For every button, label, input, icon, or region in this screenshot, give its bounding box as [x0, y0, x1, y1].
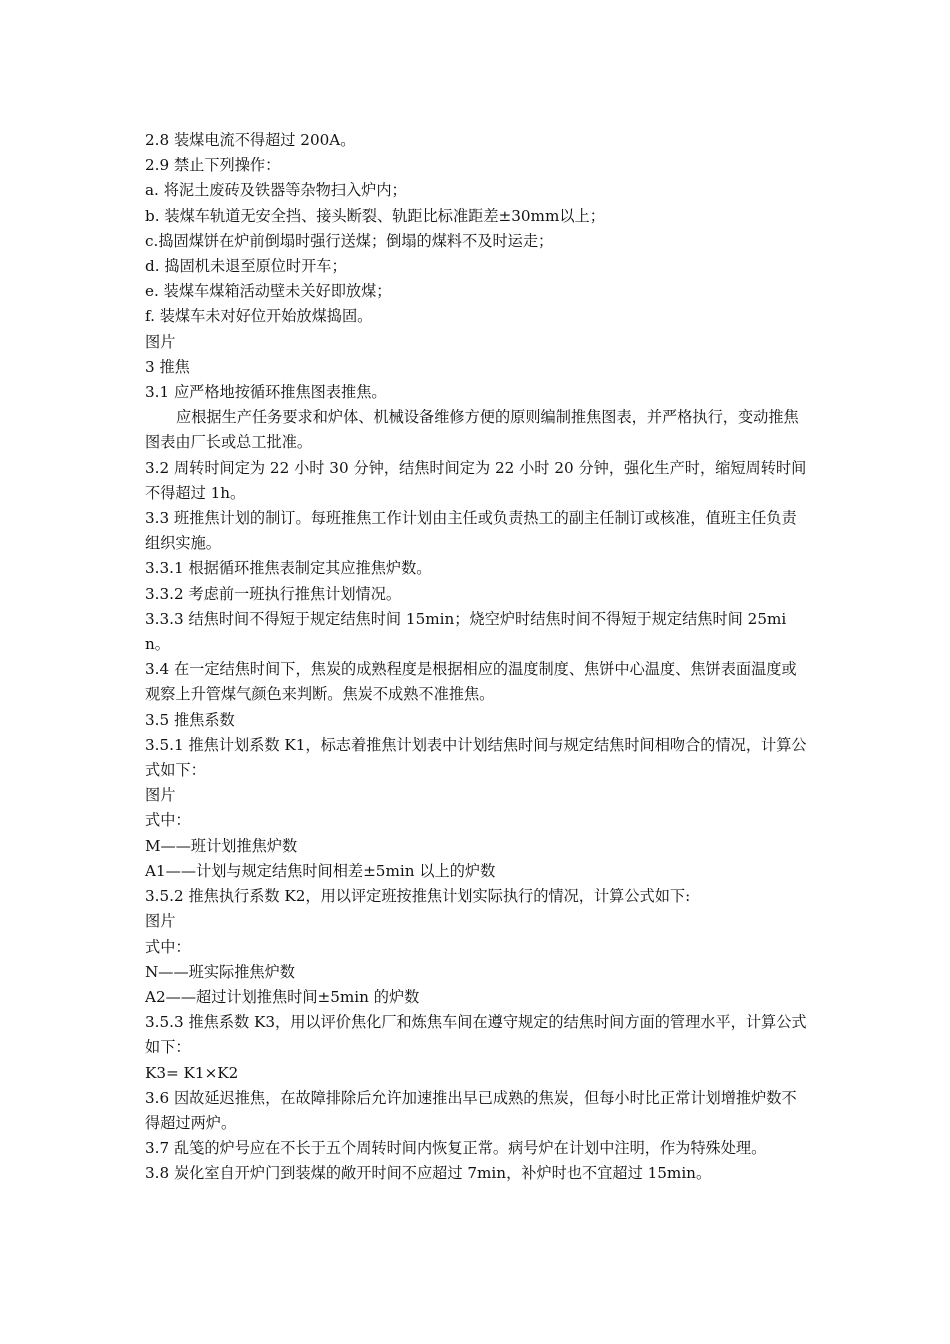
list-item-e: e. 装煤车煤箱活动壁未关好即放煤；: [145, 282, 392, 301]
formula-k3: K3= K1×K2: [145, 1063, 239, 1082]
image-placeholder-text: 图片: [145, 332, 176, 351]
clause-2-8: 2.8 装煤电流不得超过 200A。: [145, 131, 356, 149]
clause-3-5-3: 3.5.3 推焦系数 K3，用以评价焦化厂和炼焦车间在遵守规定的结焦时间方面的管理水平，计算公式如下：: [145, 1013, 807, 1057]
formula-legend-label: 式中：: [145, 937, 191, 956]
clause-3-5: 3.5 推焦系数: [145, 710, 235, 729]
clause-3-8: 3.8 炭化室自开炉门到装煤的敞开时间不应超过 7min，补炉时也不宜超过 15min。: [145, 1164, 712, 1183]
list-item-a: a. 将泥土废砖及铁器等杂物扫入炉内；: [145, 181, 407, 200]
formula-variable-n: N——班实际推焦炉数: [145, 962, 295, 981]
section-heading-3: 3 推焦: [145, 357, 190, 376]
clause-3-3-3: 3.3.3 结焦时间不得短于规定结焦时间 15min；烧空炉时结焦时间不得短于规定结焦时间 25min。: [145, 609, 787, 654]
list-item-b: b. 装煤车轨道无安全挡、接头断裂、轨距比标准距差±30mm以上；: [145, 206, 605, 225]
list-item-c: c.捣固煤饼在炉前倒塌时强行送煤；倒塌的煤料不及时运走；: [145, 231, 554, 250]
image-placeholder-text: 图片: [145, 786, 176, 805]
clause-2-9: 2.9 禁止下列操作：: [145, 156, 281, 175]
clause-3-5-2: 3.5.2 推焦执行系数 K2，用以评定班按推焦计划实际执行的情况，计算公式如下:: [145, 887, 691, 906]
formula-legend-label: 式中：: [145, 811, 191, 830]
clause-3-5-1: 3.5.1 推焦计划系数 K1，标志着推焦计划表中计划结焦时间与规定结焦时间相吻合的情况，计算公式如下：: [145, 735, 807, 780]
clause-3-7: 3.7 乱笺的炉号应在不长于五个周转时间内恢复正常。病号炉在计划中注明，作为特殊处理。: [145, 1139, 767, 1158]
clause-3-1: 3.1 应严格地按循环推焦图表推焦。: [145, 383, 387, 402]
clause-3-3-2: 3.3.2 考虑前一班执行推焦计划情况。: [145, 584, 402, 603]
document-body: [145, 128, 810, 1187]
list-item-d: d. 捣固机未退至原位时开车；: [145, 257, 347, 276]
clause-3-2: 3.2 周转时间定为 22 小时 30 分钟，结焦时间定为 22 小时 20 分钟，强化生产时，缩短周转时间不得超过 1h。: [145, 458, 807, 502]
clause-3-4: 3.4 在一定结焦时间下，焦炭的成熟程度是根据相应的温度制度、焦饼中心温度、焦饼表面温度或观察上升管煤气颜色来判断。焦炭不成熟不准推焦。: [145, 660, 797, 704]
formula-variable-m: M——班计划推焦炉数: [145, 836, 298, 855]
formula-variable-a1: A1——计划与规定结焦时间相差±5min 以上的炉数: [145, 861, 496, 880]
image-placeholder-text: 图片: [145, 912, 176, 931]
clause-3-3: 3.3 班推焦计划的制订。每班推焦工作计划由主任或负责热工的副主任制订或核准，值班主任负责组织实施。: [145, 509, 797, 553]
list-item-f: f. 装煤车未对好位开始放煤捣固。: [145, 307, 373, 326]
clause-3-3-1: 3.3.1 根据循环推焦表制定其应推焦炉数。: [145, 559, 432, 578]
formula-variable-a2: A2——超过计划推焦时间±5min 的炉数: [145, 987, 420, 1006]
paragraph-push-schedule: 应根据生产任务要求和炉体、机械设备维修方便的原则编制推焦图表，并严格执行，变动推焦图表由厂长或总工批准。: [145, 408, 799, 452]
clause-3-6: 3.6 因故延迟推焦，在故障排除后允许加速推出早已成熟的焦炭，但每小时比正常计划增推炉数不得超过两炉。: [145, 1088, 797, 1132]
